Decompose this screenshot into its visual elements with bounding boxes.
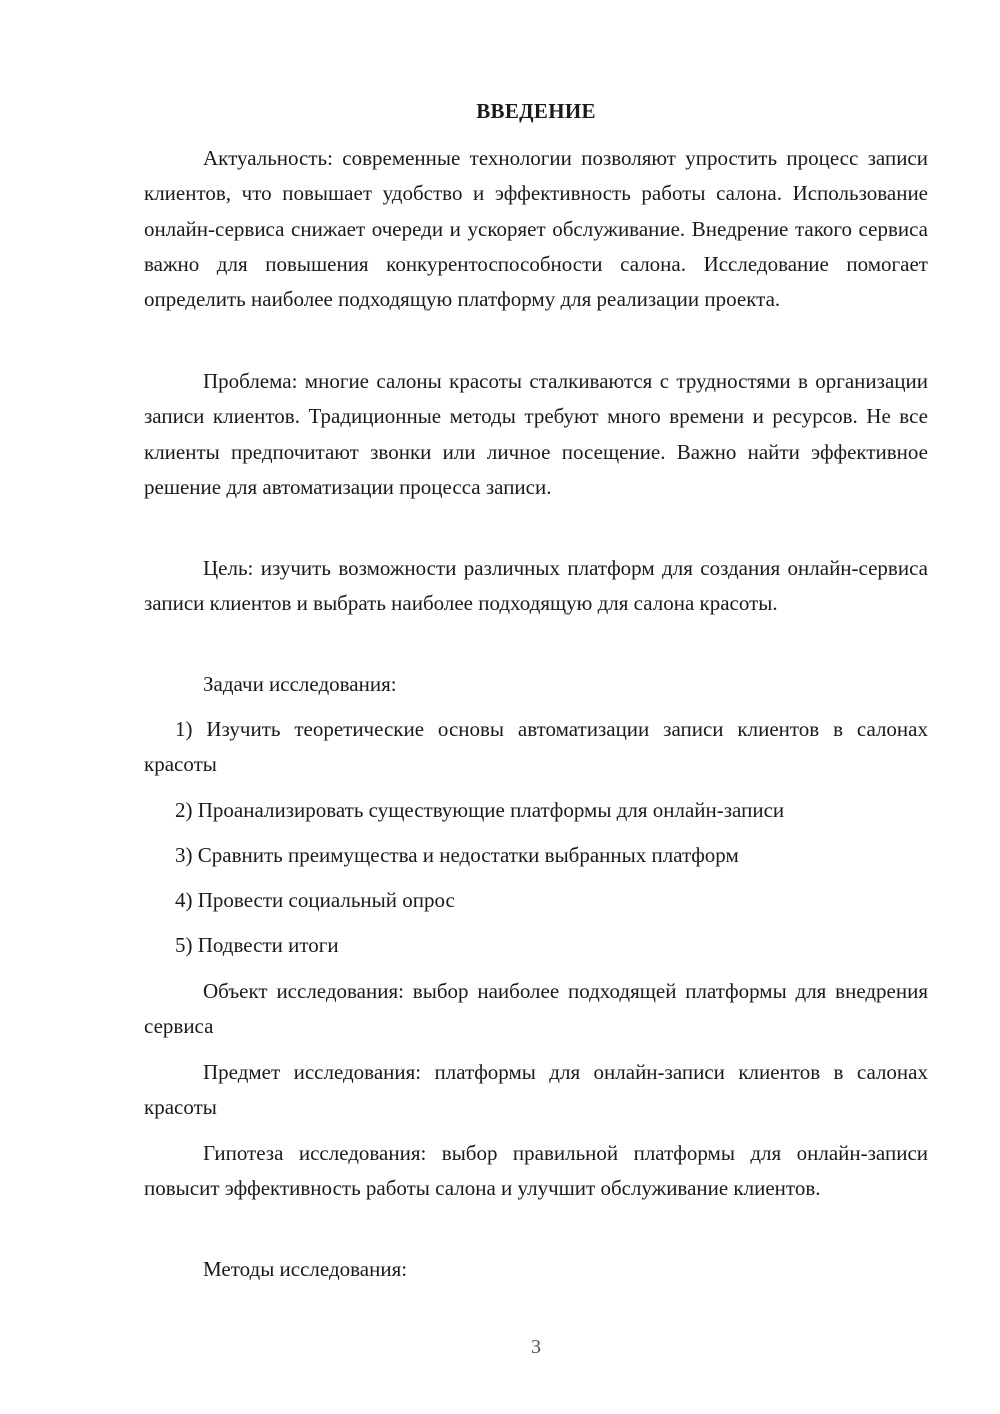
paragraph-hypothesis: Гипотеза исследования: выбор правильной платформы для онлайн-записи повысит эффективность работы салона и улучшит обслуживание клиентов. bbox=[144, 1141, 928, 1201]
task-item-1: 1) Изучить теоретические основы автоматизации записи клиентов в салонах красоты bbox=[144, 717, 928, 777]
task-item-3: 3) Сравнить преимущества и недостатки выбранных платформ bbox=[175, 843, 739, 867]
tasks-heading: Задачи исследования: bbox=[203, 672, 397, 696]
paragraph-subject: Предмет исследования: платформы для онлайн-записи клиентов в салонах красоты bbox=[144, 1060, 928, 1120]
task-item-2: 2) Проанализировать существующие платформы для онлайн-записи bbox=[175, 798, 785, 822]
methods-heading: Методы исследования: bbox=[203, 1257, 408, 1281]
page-title: ВВЕДЕНИЕ bbox=[476, 99, 596, 123]
paragraph-object: Объект исследования: выбор наиболее подходящей платформы для внедрения сервиса bbox=[144, 979, 928, 1039]
page-number: 3 bbox=[531, 1336, 541, 1358]
paragraph-problem: Проблема: многие салоны красоты сталкиваются с трудностями в организации записи клиентов. Традиционные методы требуют много времени и ресурсов. Не все клиенты предпочитают звонки или личное посещение. Важно найти эффективное решение для автоматизации процесса записи. bbox=[144, 369, 928, 499]
task-item-4: 4) Провести социальный опрос bbox=[175, 888, 455, 912]
document-page bbox=[144, 0, 928, 1414]
task-item-5: 5) Подвести итоги bbox=[175, 933, 339, 957]
paragraph-relevance: Актуальность: современные технологии позволяют упростить процесс записи клиентов, что повышает удобство и эффективность работы салона. Использование онлайн-сервиса снижает очереди и ускоряет обслуживание. Внедрение такого сервиса важно для повышения конкурентоспособности салона. Исследование помогает определить наиболее подходящую платформу для реализации проекта. bbox=[144, 146, 928, 312]
paragraph-goal: Цель: изучить возможности различных платформ для создания онлайн-сервиса записи клиентов и выбрать наиболее подходящую для салона красоты. bbox=[144, 556, 928, 616]
